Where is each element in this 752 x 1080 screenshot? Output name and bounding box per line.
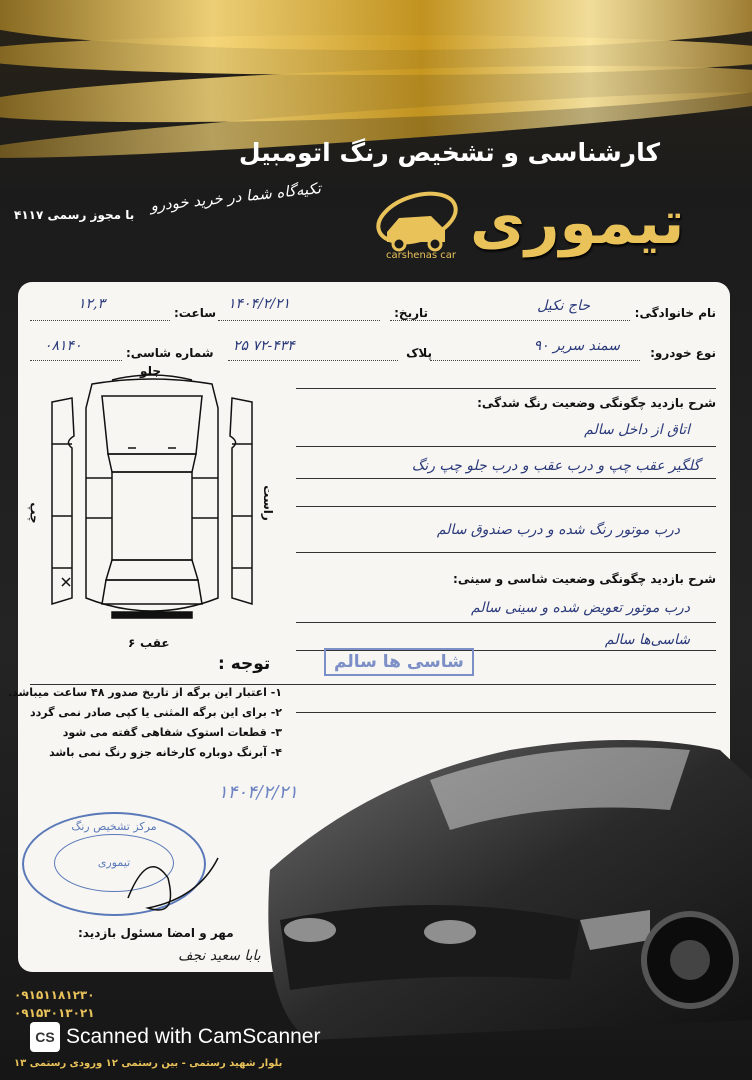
note-2: ۲- برای این برگه المثنی یا کپی صادر نمی گردد (30, 706, 282, 719)
chassis-rule-3 (30, 684, 716, 685)
paint-line-2: گلگیر عقب چپ و درب عقب و درب جلو چپ رنگ (411, 458, 700, 474)
header-title: کارشناسی و تشخیص رنگ اتومبیل (238, 138, 660, 167)
phone-2: ۰۹۱۵۳۰۱۳۰۲۱ (14, 1006, 95, 1020)
plate-dotline (228, 360, 398, 361)
chassis-number-label: شماره شاسی: (126, 346, 214, 360)
paint-rule-1 (296, 446, 716, 447)
chassis-line-1: درب موتور تعویض شده و سینی سالم (470, 600, 690, 616)
car-type-dotline (430, 360, 640, 361)
chassis-number-value: ۰۸۱۴۰ (44, 338, 82, 354)
paint-line-1: اتاق از داخل سالم (584, 422, 690, 438)
signature-stroke (118, 838, 228, 928)
diagram-rear-mark: ۶ (128, 636, 136, 650)
camscanner-watermark (30, 1020, 320, 1054)
notes-title: توجه : (218, 654, 271, 674)
brand-name: تیموری (470, 188, 685, 258)
paint-line-3: درب موتور رنگ شده و درب صندوق سالم (436, 522, 680, 538)
car-type-value: سمند سریر ۹۰ (533, 338, 620, 354)
chassis-number-dotline (30, 360, 122, 361)
plate-value: ۷۲-۴۳۴ ۲۵ (233, 338, 295, 354)
diagram-left-label: چپ (27, 502, 42, 524)
logo-subtitle: carshenas car (386, 250, 457, 261)
seal-text: مرکز تشخیص رنگ (71, 820, 157, 833)
header-slogan: تکیه‌گاه شما در خرید خودرو (149, 179, 322, 215)
note-1: ۱- اعتبار این برگه از تاریخ صدور ۴۸ ساعت میباشد. (7, 686, 282, 699)
car-type-label: نوع خودرو: (650, 346, 716, 360)
phone-1: ۰۹۱۵۱۱۸۱۲۳۰ (14, 988, 95, 1002)
signature: بابا سعید نجف (178, 948, 261, 964)
section-rule (296, 388, 716, 389)
paint-section-title: شرح بازدید چگونگی وضعیت رنگ شدگی: (477, 396, 716, 410)
paint-rule-2 (296, 478, 716, 479)
seal-sub-text: تیموری (97, 856, 131, 869)
time-label: ساعت: (174, 306, 217, 320)
note-4: ۴- آبرنگ دوباره کارخانه جزو رنگ نمی باشد (49, 746, 282, 759)
watermark-text: Scanned with CamScanner (66, 1025, 321, 1048)
paint-rule-3 (296, 506, 716, 507)
date-value: ۱۴۰۴/۲/۲۱ (228, 296, 291, 312)
diagram-rear-label: عقب (140, 636, 170, 650)
car-body-diagram (42, 368, 262, 638)
signature-label: مهر و امضا مسئول بازدید: (78, 926, 234, 940)
date-dotline (218, 320, 380, 321)
license-number: با مجوز رسمی ۴۱۱۷ (14, 208, 135, 222)
family-dotline (390, 320, 630, 321)
chassis-line-2: شاسی‌ها سالم (604, 632, 690, 648)
chassis-section-title: شرح بازدید چگونگی وضعیت شاسی و سینی: (453, 572, 716, 586)
car-logo-icon (365, 188, 461, 258)
time-dotline (30, 320, 170, 321)
camscanner-logo-icon: CS (30, 1022, 60, 1052)
family-label: نام خانوادگی: (634, 306, 716, 320)
address: بلوار شهید رستمی - بین رستمی ۱۲ ورودی رستمی ۱۳ (14, 1058, 283, 1069)
time-value: ۱۲,۳ (78, 296, 106, 312)
date-label: تاریخ: (394, 306, 428, 320)
plate-label: پلاک (406, 346, 432, 360)
diagram-front-label: جلو (140, 364, 162, 378)
chassis-ok-stamp: شاسی ها سالم (324, 648, 474, 676)
sports-car-image (250, 720, 752, 1060)
date-stamp: ۱۴۰۴/۲/۲۱ (218, 782, 298, 803)
chassis-rule-4 (296, 712, 716, 713)
diagram-right-label: راست (260, 485, 275, 521)
family-value: حاج نکیل (537, 298, 590, 314)
chassis-rule-1 (296, 622, 716, 623)
paint-rule-4 (296, 552, 716, 553)
note-3: ۳- قطعات استوک شفاهی گفته می شود (62, 726, 282, 739)
